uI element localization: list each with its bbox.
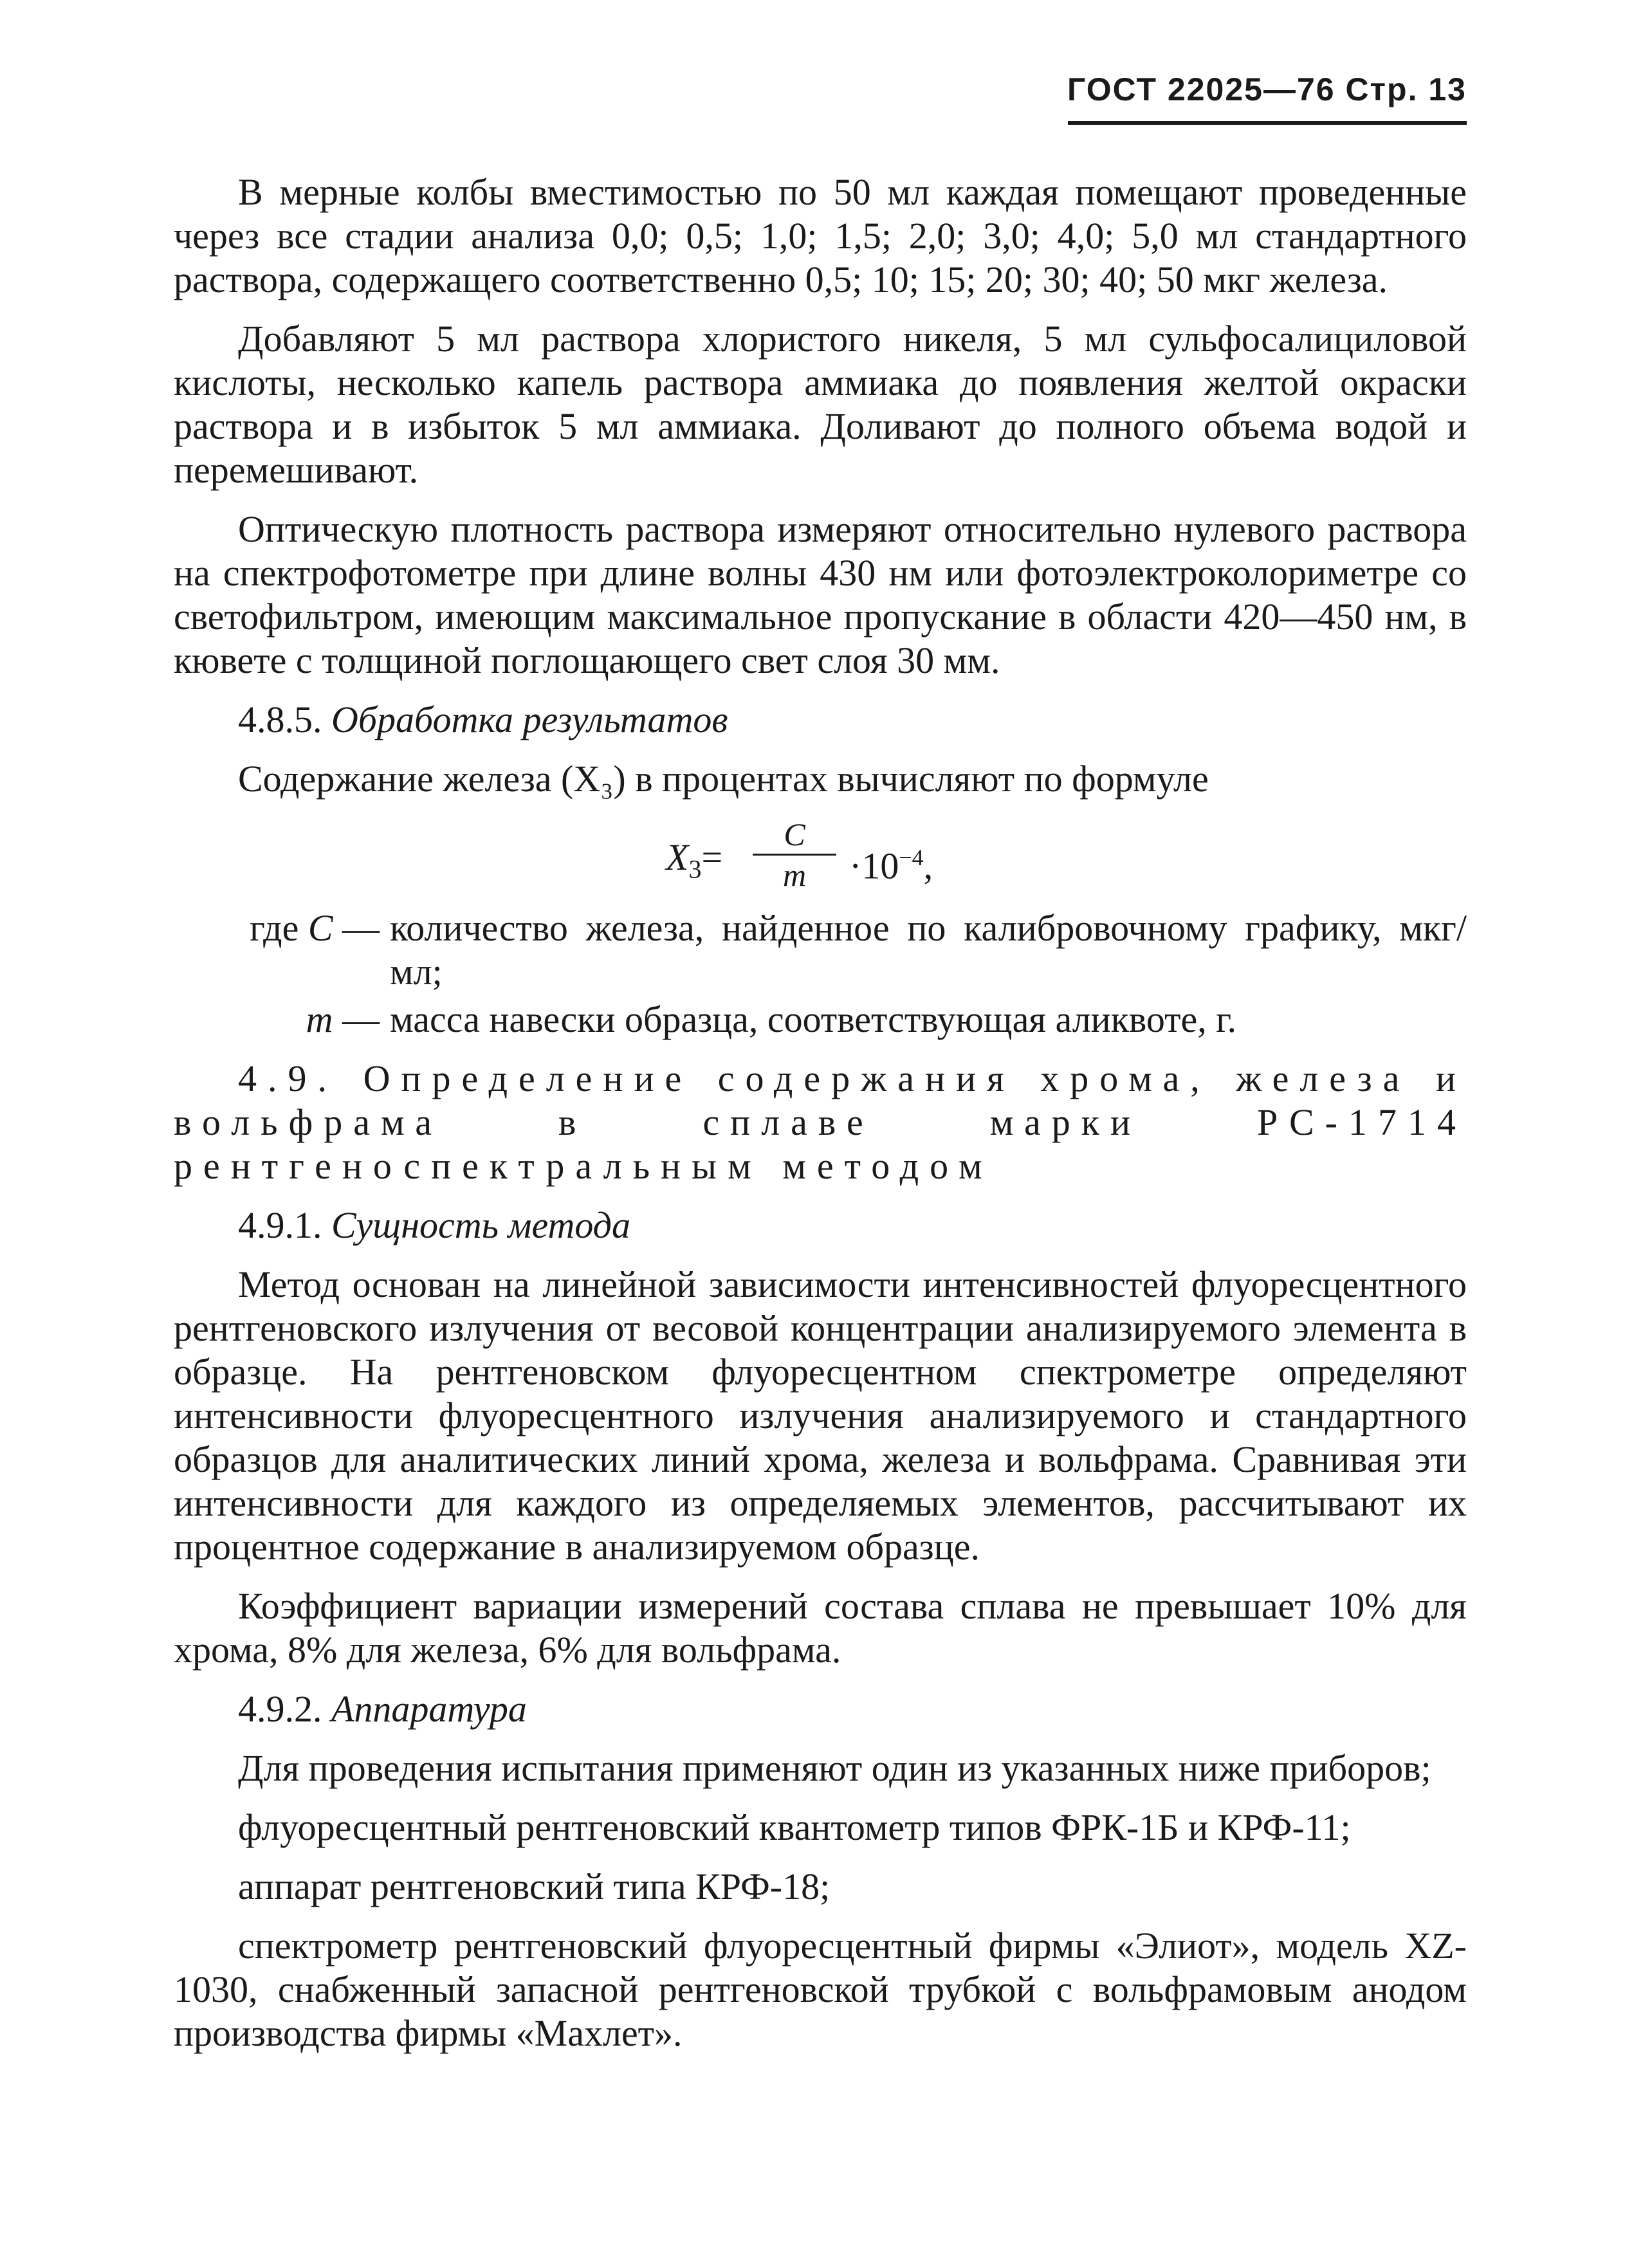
section-title: Аппаратура bbox=[331, 1688, 527, 1730]
paragraph-instrument-spectrometer: спектрометр рентгеновский флуоресцентный фирмы «Элиот», модель XZ-1030, снабженный запасной рентгеновской трубкой с вольфрамовым анодом производства фирмы «Махлет». bbox=[174, 1925, 1467, 2054]
section-number: 4.9.2. bbox=[238, 1688, 322, 1730]
paragraph-formula-intro: Содержание железа (X₃) в процентах вычисляют по формуле bbox=[238, 758, 1209, 800]
definition-var: m bbox=[306, 998, 333, 1040]
document-body bbox=[174, 170, 1467, 2071]
formula-subscript: 3 bbox=[688, 854, 702, 884]
fraction-bar bbox=[753, 854, 836, 856]
page-header: ГОСТ 22025—76 Стр. 13 bbox=[1067, 71, 1467, 107]
paragraph-variation-coefficient: Коэффициент вариации измерений состава сплава не превышает 10% для хрома, 8% для железа, 6% для вольфрама. bbox=[174, 1585, 1467, 1671]
paragraph-instruments-intro: Для проведения испытания применяют один из указанных ниже приборов; bbox=[238, 1747, 1431, 1789]
definition-symbol bbox=[174, 906, 390, 994]
section-heading-4-9-2 bbox=[174, 1687, 1467, 1731]
definition-symbol bbox=[174, 998, 390, 1041]
section-heading-4-9-1 bbox=[174, 1204, 1467, 1247]
definition-text: масса навески образца, соответствующая аликвоте, г. bbox=[390, 998, 1236, 1040]
definition-var: C bbox=[307, 907, 333, 949]
formula-rhs bbox=[849, 836, 933, 888]
formula-fraction bbox=[753, 816, 836, 893]
definition-m bbox=[174, 998, 1467, 1041]
paragraph-instrument-quantometer: флуоресцентный рентгеновский квантометр типов ФРК-1Б и КРФ-11; bbox=[238, 1806, 1351, 1848]
section-title: Сущность метода bbox=[331, 1204, 630, 1246]
formula-equals: = bbox=[701, 836, 723, 878]
formula-tail: , bbox=[923, 845, 933, 887]
definition-text: количество железа, найденное по калибровочному графику, мкг/мл; bbox=[390, 907, 1467, 993]
definition-dash: — bbox=[342, 998, 380, 1040]
definition-prefix: где bbox=[250, 907, 299, 949]
formula-numerator: C bbox=[784, 816, 805, 852]
section-number: 4.8.5. bbox=[238, 699, 322, 740]
formula-var: X bbox=[666, 836, 689, 878]
definition-c bbox=[174, 906, 1467, 994]
paragraph-instrument-krf18: аппарат рентгеновский типа КРФ-18; bbox=[238, 1866, 831, 1907]
formula-exponent: −4 bbox=[899, 845, 924, 870]
paragraph-method-essence: Метод основан на линейной зависимости интенсивностей флуоресцентного рентгеновского излучения от весовой концентрации анализируемого элемента в образце. На рентгеновском флуоресцентном спектрометре определяют интенсивности флуоресцентного излучения анализируемого и стандартного образцов для аналитических линий хрома, железа и вольфрама. Сравнивая эти интенсивности для каждого из определяемых элементов, рассчитывают их процентное содержание в анализируемом образце. bbox=[174, 1263, 1467, 1568]
section-heading-4-8-5 bbox=[174, 698, 1467, 742]
formula-x3 bbox=[174, 816, 1467, 894]
paragraph-reagents: Добавляют 5 мл раствора хлористого никеля, 5 мл сульфосалициловой кислоты, несколько капель раствора аммиака до появления желтой окраски раствора и в избыток 5 мл аммиака. Доливают до полного объема водой и перемешивают. bbox=[174, 318, 1467, 491]
section-heading-4-9: 4.9. Определение содержания хрома, железа и вольфрама в сплаве марки РС-1714 рентгеноспектральным методом bbox=[174, 1058, 1467, 1187]
section-title: Обработка результатов bbox=[331, 699, 728, 740]
section-number: 4.9.1. bbox=[238, 1204, 322, 1246]
definition-dash: — bbox=[342, 907, 380, 949]
formula-lhs bbox=[666, 836, 722, 892]
paragraph-flasks: В мерные колбы вместимостью по 50 мл каждая помещают проведенные через все стадии анализа 0,0; 0,5; 1,0; 1,5; 2,0; 3,0; 4,0; 5,0 мл стандартного раствора, содержащего соответственно 0,5; 10; 15; 20; 30; 40; 50 мкг железа. bbox=[174, 171, 1467, 300]
formula-power-base: ·10 bbox=[849, 845, 899, 887]
header-rule bbox=[1068, 121, 1467, 125]
formula-denominator: m bbox=[782, 857, 807, 893]
paragraph-optical-density: Оптическую плотность раствора измеряют относительно нулевого раствора на спектрофотометре при длине волны 430 нм или фотоэлектроколориметре со светофильтром, имеющим максимальное пропускание в области 420—450 нм, в кювете с толщиной поглощающего свет слоя 30 мм. bbox=[174, 508, 1467, 681]
